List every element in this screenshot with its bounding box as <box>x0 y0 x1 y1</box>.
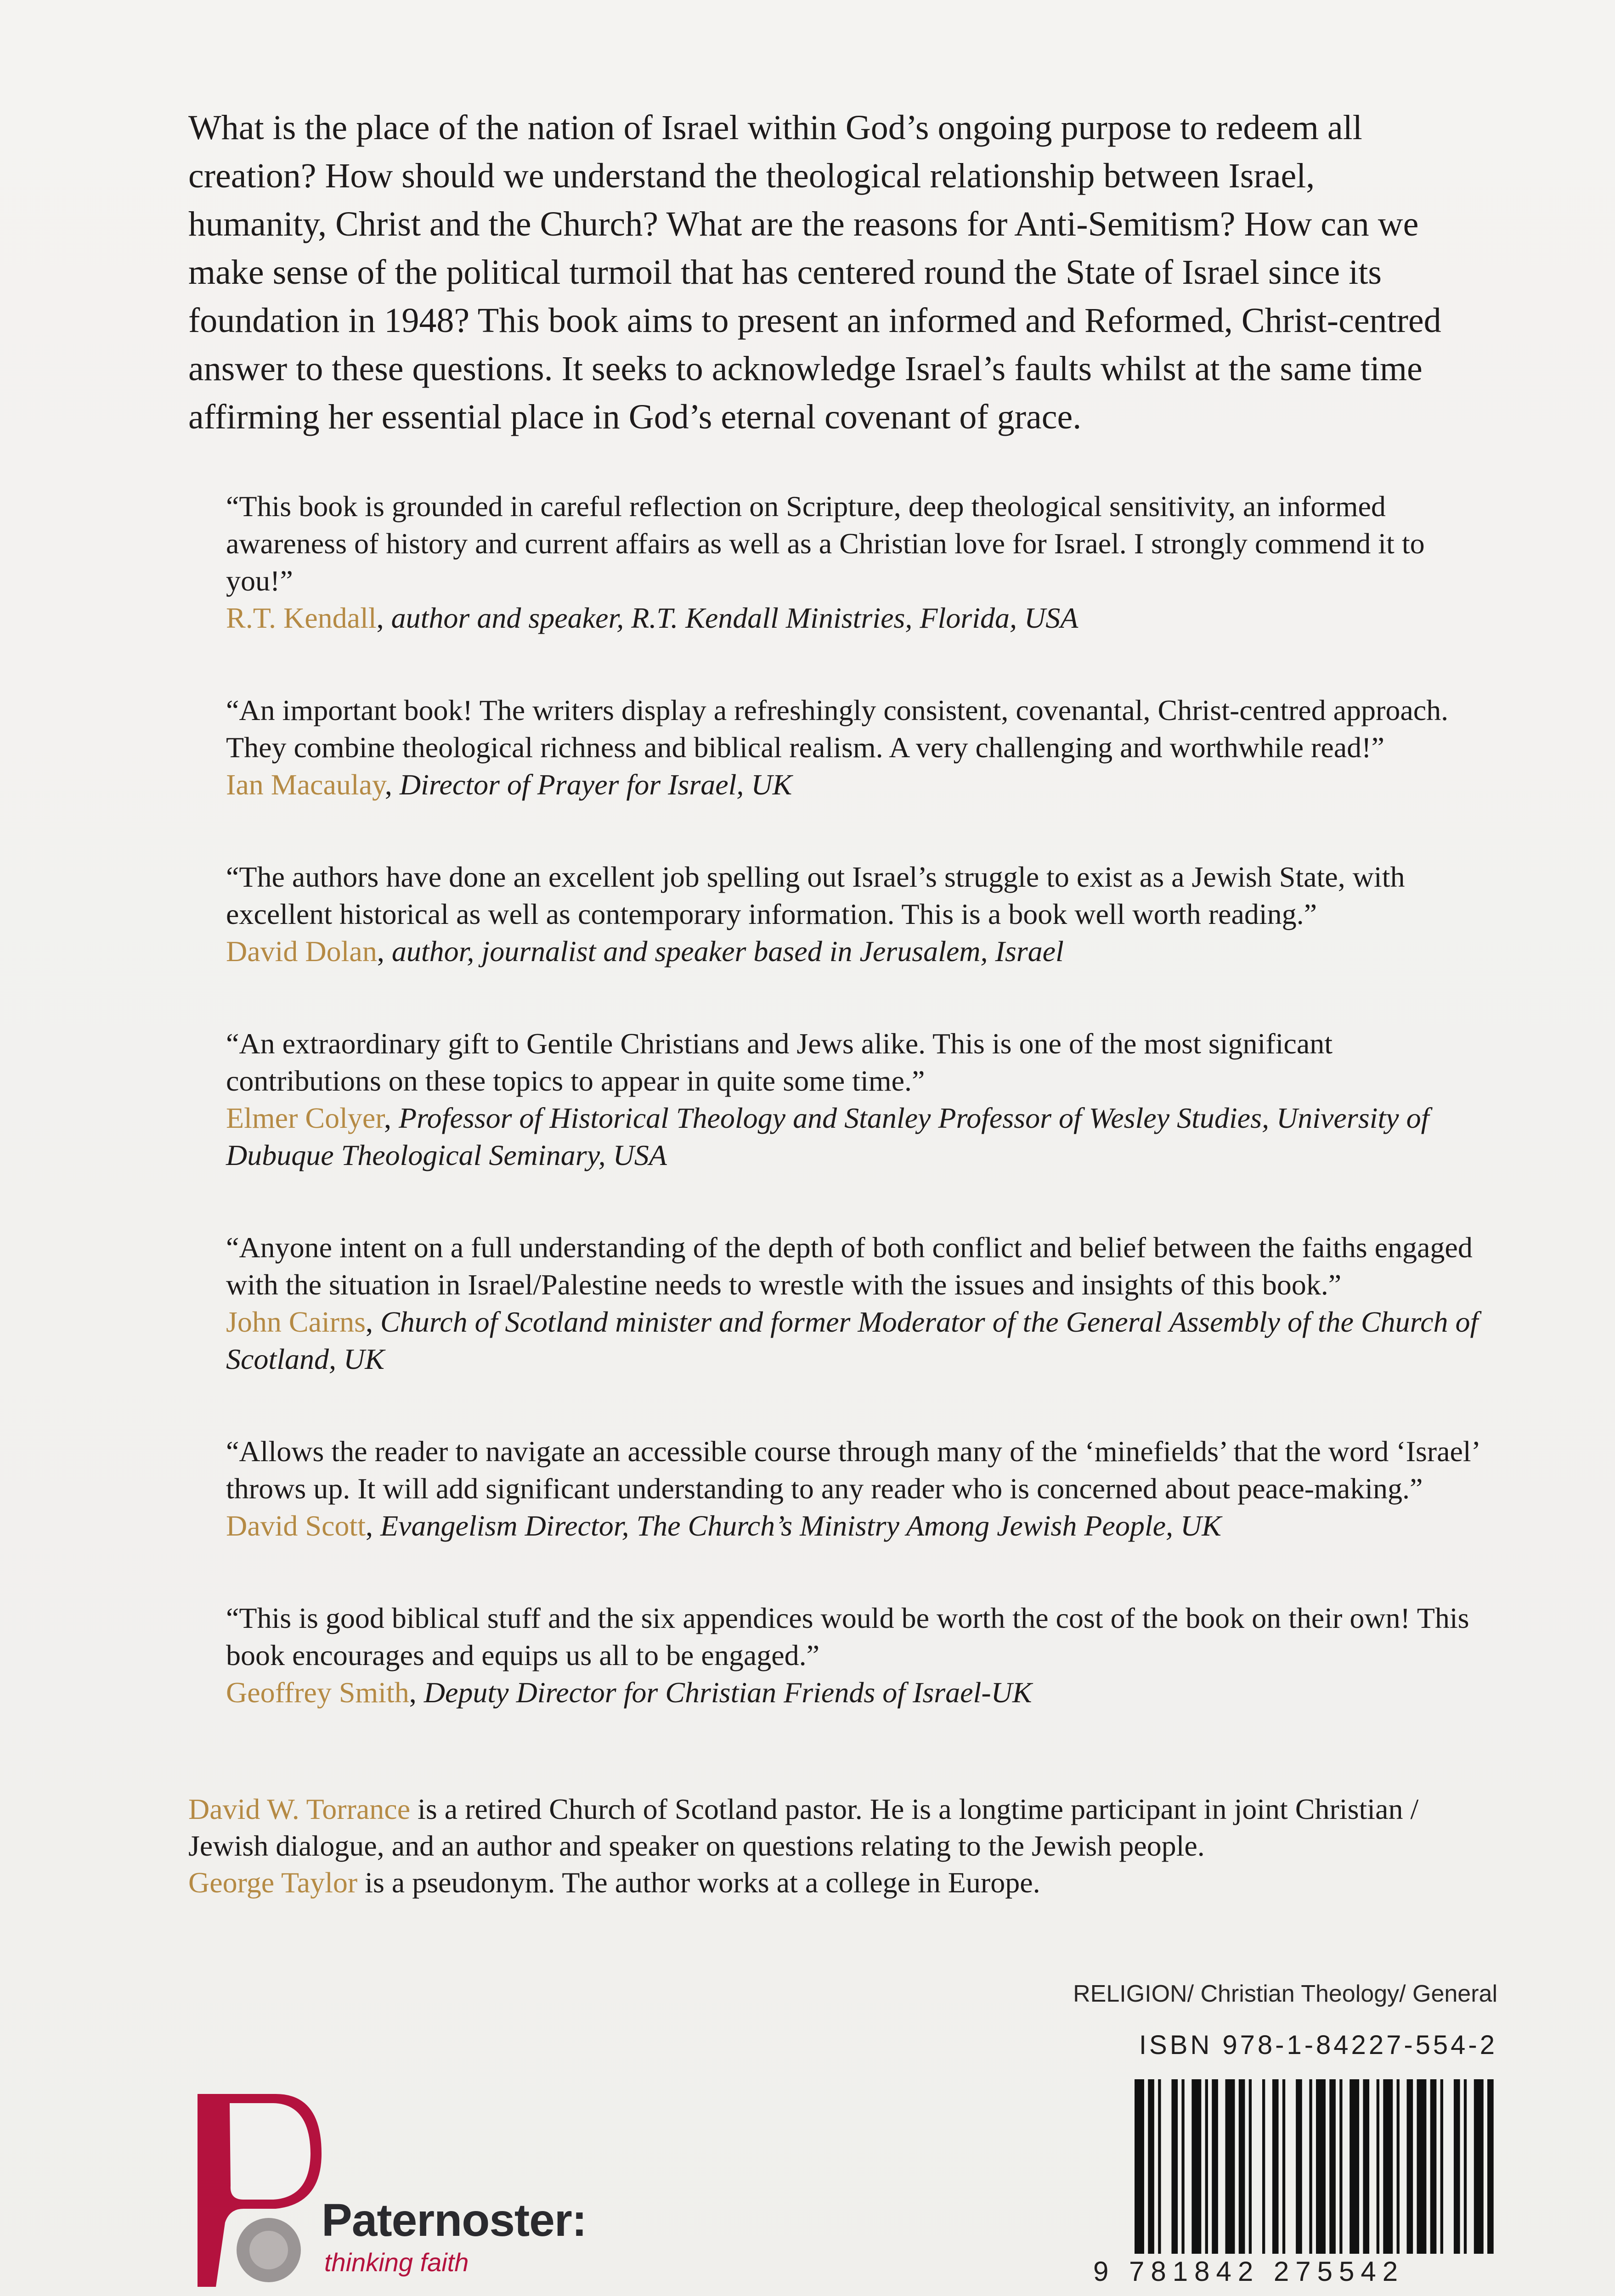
subject-category: RELIGION/ Christian Theology/ General <box>1073 1981 1497 2007</box>
endorsements <box>226 488 1494 1766</box>
endorser-name: R.T. Kendall <box>226 602 377 634</box>
endorsement-text: “This is good biblical stuff and the six appendices would be worth the cost of the book on their own! This book encourages and equips us all to be engaged.” <box>226 1602 1469 1671</box>
endorsement-attribution: David Scott, Evangelism Director, The Church’s Ministry Among Jewish People, UK <box>226 1509 1221 1542</box>
endorser-role: author, journalist and speaker based in Jerusalem, Israel <box>391 935 1064 968</box>
barcode-number: 9 781842 275542 <box>1093 2256 1405 2287</box>
endorser-name: David Dolan <box>226 935 377 968</box>
endorsement <box>226 692 1494 803</box>
endorsement <box>226 1229 1494 1378</box>
endorsement-attribution: David Dolan, author, journalist and speaker based in Jerusalem, Israel <box>226 935 1064 968</box>
endorser-name: David Scott <box>226 1509 366 1542</box>
author-name: David W. Torrance <box>188 1793 411 1825</box>
endorsement-text: “An extraordinary gift to Gentile Christians and Jews alike. This is one of the most significant contributions on these topics to appear in quite some time.” <box>226 1027 1333 1097</box>
author-bio <box>188 1791 1456 1864</box>
endorsement-text: “The authors have done an excellent job spelling out Israel’s struggle to exist as a Jewish State, with excellent historical as well as contemporary information. This is a book well worth reading.” <box>226 861 1405 930</box>
publisher-tagline: thinking faith <box>324 2248 469 2277</box>
endorsement-attribution: Elmer Colyer, Professor of Historical Theology and Stanley Professor of Wesley Studies, University of Dubuque Theological Seminary, USA <box>226 1102 1429 1171</box>
endorser-name: Ian Macaulay <box>226 768 385 801</box>
barcode-icon <box>1135 2079 1497 2254</box>
endorsement <box>226 1025 1494 1174</box>
endorsement <box>226 1599 1494 1711</box>
endorsement-text: “Allows the reader to navigate an accessible course through many of the ‘minefields’ that the word ‘Israel’ throws up. It will add significant understanding to any reader who is concerned about peace-making.” <box>226 1435 1479 1505</box>
endorsement <box>226 1433 1494 1544</box>
endorser-name: John Cairns <box>226 1306 366 1338</box>
endorser-name: Elmer Colyer <box>226 1102 384 1134</box>
isbn-label: ISBN 978-1-84227-554-2 <box>1139 2030 1497 2060</box>
endorsement-text: “An important book! The writers display a refreshingly consistent, covenantal, Christ-centred approach. They combine theological richness and biblical realism. A very challenging and worthwhile read!” <box>226 694 1449 764</box>
author-bio <box>188 1864 1456 1901</box>
author-bios <box>188 1791 1456 1901</box>
endorsement-text: “This book is grounded in careful reflection on Scripture, deep theological sensitivity, an informed awareness of history and current affairs as well as a Christian love for Israel. I strongly commend it to you!” <box>226 490 1425 597</box>
endorsement-attribution: R.T. Kendall, author and speaker, R.T. Kendall Ministries, Florida, USA <box>226 602 1079 634</box>
endorser-name: Geoffrey Smith <box>226 1676 409 1709</box>
endorser-role: Professor of Historical Theology and Stanley Professor of Wesley Studies, University of Dubuque Theological Seminary, USA <box>226 1102 1429 1171</box>
endorser-role: Church of Scotland minister and former Moderator of the General Assembly of the Church of Scotland, UK <box>226 1306 1479 1375</box>
endorsement-attribution: Ian Macaulay, Director of Prayer for Israel, UK <box>226 768 792 801</box>
endorser-role: Evangelism Director, The Church’s Ministry Among Jewish People, UK <box>380 1509 1221 1542</box>
author-description: is a retired Church of Scotland pastor. He is a longtime participant in joint Christian / Jewish dialogue, and an author and speaker on questions relating to the Jewish people. <box>188 1793 1419 1862</box>
endorser-role: Director of Prayer for Israel, UK <box>399 768 792 801</box>
endorsement-attribution: John Cairns, Church of Scotland minister and former Moderator of the General Assembly of the Church of Scotland, UK <box>226 1306 1479 1375</box>
publisher-name: Paternoster: <box>322 2195 587 2246</box>
author-description: is a pseudonym. The author works at a college in Europe. <box>357 1866 1040 1899</box>
endorsement <box>226 858 1494 970</box>
endorsement <box>226 488 1494 636</box>
endorser-role: Deputy Director for Christian Friends of Israel-UK <box>424 1676 1032 1709</box>
endorsement-text: “Anyone intent on a full understanding of the depth of both conflict and belief between the faiths engaged with the situation in Israel/Palestine needs to wrestle with the issues and insights of this book.” <box>226 1231 1473 1301</box>
endorsement-attribution: Geoffrey Smith, Deputy Director for Christian Friends of Israel-UK <box>226 1676 1032 1709</box>
author-name: George Taylor <box>188 1866 358 1899</box>
book-blurb: What is the place of the nation of Israel within God’s ongoing purpose to redeem all creation? How should we understand the theological relationship between Israel, humanity, Christ and the Church? What are the reasons for Anti-Semitism? How can we make sense of the political turmoil that has centered round the State of Israel since its foundation in 1948? This book aims to present an informed and Reformed, Christ-centred answer to these questions. It seeks to acknowledge Israel’s faults whilst at the same time affirming her essential place in God’s eternal covenant of grace. <box>188 108 1441 436</box>
endorser-role: author and speaker, R.T. Kendall Ministries, Florida, USA <box>391 602 1079 634</box>
